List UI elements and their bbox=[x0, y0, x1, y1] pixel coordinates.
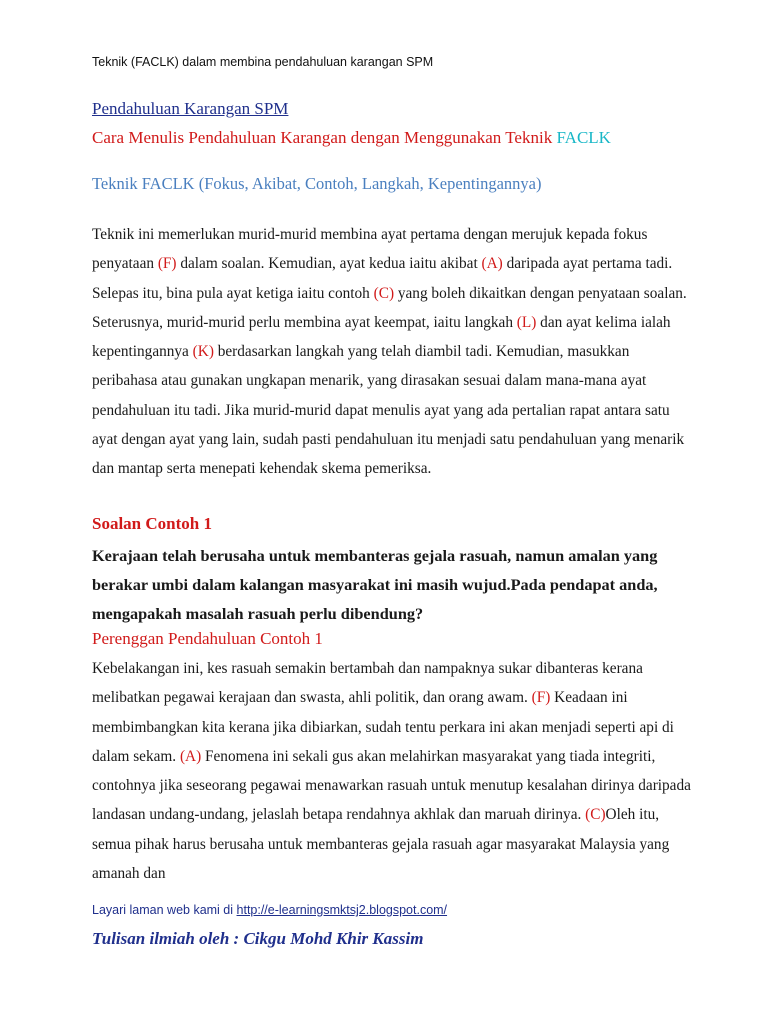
para2-text-2: Keadaan ini membimbangkan kita kerana jika dibiarkan, sudah tentu perkara ini akan menjadi seperti api di dalam sekam. bbox=[92, 689, 674, 765]
tag-c: (C) bbox=[373, 284, 395, 302]
para1-text-2: dalam soalan. Kemudian, ayat kedua iaitu akibat bbox=[176, 255, 482, 273]
main-heading bbox=[92, 128, 611, 148]
para1-text-3: daripada ayat pertama tadi. Selepas itu, bina pula ayat ketiga iaitu contoh bbox=[92, 255, 673, 302]
para2-text-1: Kebelakangan ini, kes rasuah semakin bertambah dan nampaknya sukar dibanteras kerana melibatkan pegawai kerajaan dan swasta, ahli politik, dan orang awam. bbox=[92, 660, 643, 707]
para1-text-1: Teknik ini memerlukan murid-murid membina ayat pertama dengan merujuk kepada fokus penyataan bbox=[92, 226, 648, 273]
main-heading-accent: FACLK bbox=[556, 128, 611, 147]
para1-text-6: berdasarkan langkah yang telah diambil tadi. Kemudian, masukkan peribahasa atau gunakan ungkapan menarik, yang dirasakan sesuai dalam mana-mana ayat pendahuluan itu tadi. Jika murid-murid dapat menulis ayat yang ada pertalian rapat antara satu ayat dengan ayat yang lain, sudah pasti pendahuluan itu menjadi satu pendahuluan yang menarik dan mantap serta menepati kehendak skema pemeriksa. bbox=[92, 343, 685, 478]
tag-a: (A) bbox=[481, 255, 503, 273]
main-heading-text: Cara Menulis Pendahuluan Karangan dengan Menggunakan Teknik bbox=[92, 128, 553, 147]
technique-heading: Teknik FACLK (Fokus, Akibat, Contoh, Langkah, Kepentingannya) bbox=[92, 174, 542, 193]
tag-k: (K) bbox=[192, 343, 214, 361]
footer-link-line bbox=[92, 903, 447, 917]
intro-paragraph bbox=[92, 220, 692, 484]
example-heading: Perenggan Pendahuluan Contoh 1 bbox=[92, 629, 323, 648]
tag-l: (L) bbox=[516, 313, 537, 331]
tag-f: (F) bbox=[157, 255, 177, 273]
author-credit: Tulisan ilmiah oleh : Cikgu Mohd Khir Kassim bbox=[92, 929, 424, 948]
para1-text-5: dan ayat kelima ialah kepentingannya bbox=[92, 313, 671, 361]
example-tag-f: (F) bbox=[531, 689, 551, 707]
page-header: Teknik (FACLK) dalam membina pendahuluan karangan SPM bbox=[92, 55, 434, 69]
example-tag-c: (C) bbox=[585, 806, 606, 824]
question-heading: Soalan Contoh 1 bbox=[92, 514, 212, 533]
question-text: Kerajaan telah berusaha untuk membanteras gejala rasuah, namun amalan yang berakar umbi dalam kalangan masyarakat ini masih wujud.Pada pendapat anda, mengapakah masalah rasuah perlu dibendung? bbox=[92, 546, 658, 623]
blog-link[interactable]: http://e-learningsmktsj2.blogspot.com/ bbox=[236, 903, 448, 917]
para2-text-3: Fenomena ini sekali gus akan melahirkan masyarakat yang tiada integriti, contohnya jika seseorang pegawai menawarkan rasuah untuk menutup kesalahan dirinya daripada landasan undang-undang, jelaslah betapa rendahnya akhlak dan maruah dirinya. bbox=[92, 747, 691, 824]
example-paragraph bbox=[92, 654, 692, 888]
example-tag-a: (A) bbox=[179, 747, 202, 765]
para2-text-4: Oleh itu, semua pihak harus berusaha untuk membanteras gejala rasuah agar masyarakat Malaysia yang amanah dan bbox=[92, 806, 670, 883]
para1-text-4: yang boleh dikaitkan dengan penyataan soalan. Seterusnya, murid-murid perlu membina ayat keempat, iaitu langkah bbox=[92, 284, 687, 331]
title-link[interactable]: Pendahuluan Karangan SPM bbox=[92, 99, 289, 118]
footer-prefix: Layari laman web kami di bbox=[92, 903, 237, 917]
